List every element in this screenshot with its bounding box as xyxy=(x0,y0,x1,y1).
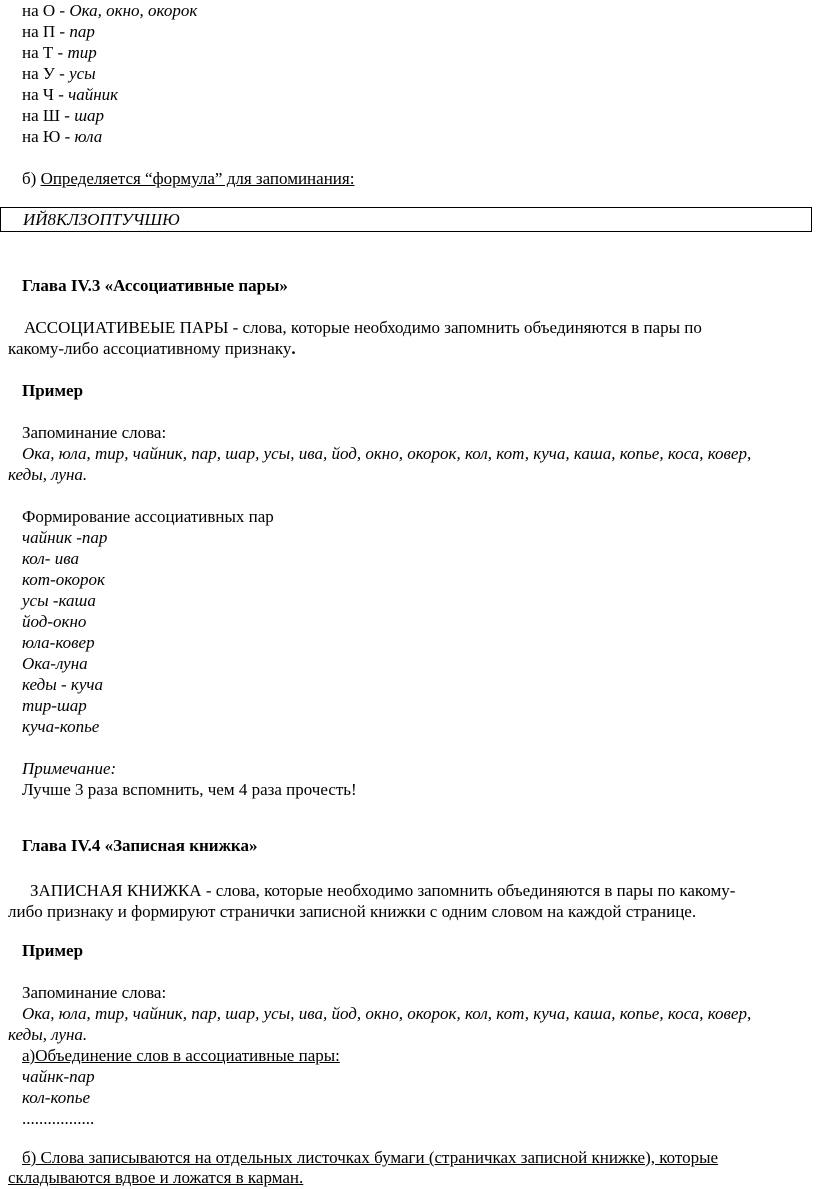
pair-item: усы -каша xyxy=(22,591,96,610)
letter-line: на Ш - шар xyxy=(22,106,105,125)
definition-line: ЗАПИСНАЯ КНИЖКА - слова, которые необходимо запомнить объединяются в пары по какому- xyxy=(30,881,736,900)
formula-heading: б) Определяется “формула” для запоминания: xyxy=(22,169,355,188)
pair-item: кот-окорок xyxy=(22,570,105,589)
pair-item: чайнк-пар xyxy=(22,1067,95,1086)
pair-item: йод-окно xyxy=(22,612,87,631)
chapter-title: Глава IV.4 «Записная книжка» xyxy=(22,836,258,855)
example-label: Пример xyxy=(22,941,84,960)
words-line: кеды, луна. xyxy=(8,465,88,484)
pair-item: кеды - куча xyxy=(22,675,104,694)
letter-line: на У - усы xyxy=(22,64,96,83)
pair-item: кол- ива xyxy=(22,549,79,568)
letter-line: на Т - тир xyxy=(22,43,97,62)
letter-line: на Ч - чайник xyxy=(22,85,119,104)
letter-line: на П - пар xyxy=(22,22,95,41)
chapter-title: Глава IV.3 «Ассоциативные пары» xyxy=(22,276,288,295)
step-b-line: б) Слова записываются на отдельных листочках бумаги (страничках записной книжке), которые xyxy=(22,1148,719,1167)
ellipsis: ................. xyxy=(22,1109,95,1128)
example-label: Пример xyxy=(22,381,84,400)
letter-line: на Ю - юла xyxy=(22,127,103,146)
formula-box xyxy=(0,207,812,232)
pairs-label: Формирование ассоциативных пар xyxy=(22,507,274,526)
step-a-heading: а)Объединение слов в ассоциативные пары: xyxy=(22,1046,340,1065)
words-line: Ока, юла, тир, чайник, пар, шар, усы, ива, йод, окно, окорок, кол, кот, куча, каша, копье, коса, ковер, xyxy=(22,444,752,463)
words-line: Ока, юла, тир, чайник, пар, шар, усы, ива, йод, окно, окорок, кол, кот, куча, каша, копье, коса, ковер, xyxy=(22,1004,752,1023)
memorize-label: Запоминание слова: xyxy=(22,983,167,1002)
note-label: Примечание: xyxy=(22,759,117,778)
memorize-label: Запоминание слова: xyxy=(22,423,167,442)
pair-item: юла-ковер xyxy=(22,633,95,652)
pair-item: куча-копье xyxy=(22,717,100,736)
formula-value: ИЙ8КЛЗОПТУЧШЮ xyxy=(23,210,180,229)
letter-line: на О - Ока, окно, окорок xyxy=(22,1,198,20)
pair-item: чайник -пар xyxy=(22,528,108,547)
note-text: Лучше 3 раза вспомнить, чем 4 раза прочесть! xyxy=(22,780,357,799)
words-line: кеды, луна. xyxy=(8,1025,88,1044)
pair-item: кол-копье xyxy=(22,1088,91,1107)
step-b-line: складываются вдвое и ложатся в карман. xyxy=(8,1168,304,1187)
definition-line: либо признаку и формируют странички записной книжки с одним словом на каждой странице. xyxy=(8,902,697,921)
pair-item: Ока-луна xyxy=(22,654,88,673)
definition-line: какому-либо ассоциативному признаку. xyxy=(8,339,296,358)
pair-item: тир-шар xyxy=(22,696,87,715)
definition-line: АССОЦИАТИВЕЫЕ ПАРЫ - слова, которые необходимо запомнить объединяются в пары по xyxy=(24,318,702,337)
